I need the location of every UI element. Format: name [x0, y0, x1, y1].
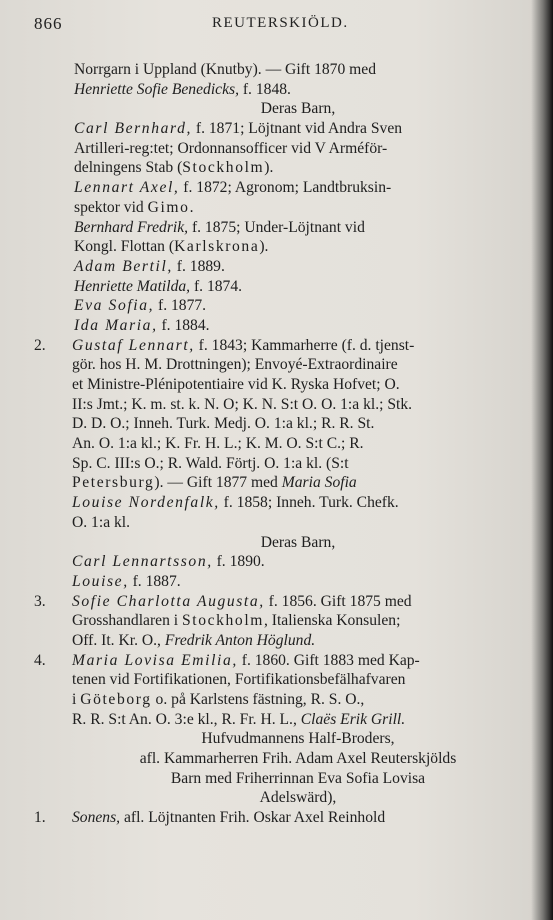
text-run: Artilleri-reg:tet; Ordonnansofficer vid V Arméför- — [74, 139, 388, 157]
text-run: afl. Kammarherren Frih. Adam Axel Reuterskjölds — [139, 750, 457, 768]
entry-number: 3. — [34, 592, 46, 610]
page-number: 866 — [34, 14, 63, 33]
text-run: Barn med Friherrinnan Eva Sofia Lovisa — [170, 769, 426, 787]
text-line — [34, 257, 522, 277]
text-line — [34, 631, 522, 651]
person-name: Louise, — [72, 572, 129, 590]
text-line — [34, 178, 522, 198]
person-name: Ida Maria, — [74, 316, 158, 334]
text-run: f. 1877. — [154, 297, 207, 315]
running-head: REUTERSKIÖLD. — [212, 15, 349, 31]
text-line — [34, 729, 522, 749]
text-run: f. 1843; Kammarherre (f. d. tjenst- — [194, 336, 415, 354]
text-run: Petersburg — [72, 474, 155, 492]
text-run: f. 1889. — [172, 257, 225, 275]
text-run: Karlskrona — [174, 238, 260, 256]
text-run: Stockholm — [182, 159, 265, 177]
text-line — [34, 572, 522, 592]
text-line — [34, 788, 522, 808]
text-run: tenen vid Fortifikationen, Fortifikationsbefälhafvaren — [72, 671, 406, 689]
genealogy-text-block — [34, 60, 522, 828]
text-run: Sp. C. III:s O.; R. Wald. Förtj. O. 1:a kl. (S:t — [72, 454, 349, 472]
text-line — [34, 454, 522, 474]
text-line — [34, 99, 522, 119]
person-name: Fredrik Anton Höglund. — [164, 631, 316, 649]
text-run: O. 1:a kl. — [72, 513, 131, 531]
text-run: Deras Barn, — [260, 100, 336, 118]
text-run: Off. It. Kr. O., — [72, 631, 165, 649]
text-run: o. på Karlstens fästning, R. S. O., — [151, 691, 365, 708]
text-line — [34, 119, 522, 139]
text-run: f. 1871; Löjtnant vid Andra Sven — [192, 120, 403, 138]
text-line — [34, 552, 522, 572]
text-run: f. 1856. Gift 1875 med — [264, 592, 412, 610]
text-line — [34, 218, 522, 238]
text-run: ). — [264, 159, 274, 177]
text-line — [34, 60, 522, 80]
text-run: f. 1887. — [128, 572, 181, 590]
text-run: Hufvudmannens Half-Broders, — [201, 730, 395, 748]
person-name: Bernhard Fredrik, — [74, 218, 189, 236]
person-name: Claës Erik Grill. — [300, 710, 406, 728]
text-run: ). — [259, 238, 269, 256]
text-run: spektor vid — [74, 198, 148, 216]
text-line — [34, 611, 522, 631]
person-name: Henriette Sofie Benedicks, — [74, 80, 239, 98]
text-line — [34, 80, 522, 100]
text-run: et Ministre-Plénipotentiaire vid K. Ryska Hofvet; O. — [72, 376, 400, 393]
text-run: f. 1874. — [190, 277, 243, 295]
text-run: An. O. 1:a kl.; K. Fr. H. L.; K. M. O. S:t C.; R. — [72, 435, 364, 453]
person-name: Henriette Matilda, — [74, 277, 191, 295]
person-name: Lennart Axel, — [74, 179, 180, 197]
text-run: Deras Barn, — [260, 533, 336, 551]
text-line — [34, 473, 522, 493]
person-name: Sonens, — [72, 809, 121, 827]
text-run: delningens Stab ( — [74, 159, 183, 177]
person-name: Maria Lovisa Emilia, — [72, 651, 238, 669]
text-run: Grosshandlaren i — [72, 612, 182, 630]
text-line — [34, 336, 522, 356]
text-run: ). — Gift 1877 med — [154, 474, 282, 492]
text-run: f. 1858; Inneh. Turk. Chefk. — [219, 494, 399, 512]
text-line — [34, 690, 522, 710]
text-run: f. 1875; Under-Löjtnant vid — [188, 218, 365, 236]
text-line — [34, 414, 522, 434]
person-name: Carl Lennartsson, — [72, 553, 213, 571]
person-name: Louise Nordenfalk, — [72, 494, 220, 512]
text-line — [34, 434, 522, 454]
book-spine-shadow — [531, 0, 553, 920]
text-line — [34, 710, 522, 730]
text-line — [34, 375, 522, 395]
text-run: gör. hos H. M. Drottningen); Envoyé-Extraordinaire — [72, 356, 398, 374]
person-name: Maria Sofia — [281, 474, 357, 492]
text-line — [34, 316, 522, 336]
text-line — [34, 808, 522, 828]
text-run: Göteborg — [80, 691, 152, 708]
text-run: R. R. S:t An. O. 3:e kl., R. Fr. H. L., — [72, 710, 301, 728]
text-line — [34, 769, 522, 789]
text-line — [34, 493, 522, 513]
text-line — [34, 749, 522, 769]
text-run: f. 1848. — [238, 80, 291, 98]
text-run: f. 1890. — [212, 553, 265, 571]
person-name: Eva Sofia, — [74, 297, 155, 315]
text-run: afl. Löjtnanten Frih. Oskar Axel Reinhold — [120, 809, 386, 827]
text-line — [34, 277, 522, 297]
text-run: f. 1872; Agronom; Landtbruksin- — [179, 179, 392, 197]
page-header — [34, 14, 514, 36]
text-line — [34, 198, 522, 218]
person-name: Sofie Charlotta Augusta, — [72, 592, 265, 610]
text-line — [34, 513, 522, 533]
text-line — [34, 533, 522, 553]
text-run: Adelswärd), — [259, 789, 337, 807]
text-run: f. 1860. Gift 1883 med Kap- — [237, 651, 420, 669]
text-line — [34, 355, 522, 375]
text-run: Norrgarn i Uppland (Knutby). — Gift 1870 med — [74, 61, 377, 78]
text-run: , Italienska Konsulen; — [263, 612, 401, 630]
text-line — [34, 670, 522, 690]
text-line — [34, 237, 522, 257]
person-name: Carl Bernhard, — [74, 120, 192, 138]
text-run: Kongl. Flottan ( — [74, 238, 175, 256]
text-line — [34, 296, 522, 316]
text-run: f. 1884. — [157, 316, 210, 334]
text-run: i — [72, 691, 81, 708]
text-line — [34, 592, 522, 612]
text-run: II:s Jmt.; K. m. st. k. N. O; K. N. S:t O. O. 1:a kl.; Stk. — [72, 395, 413, 413]
person-name: Adam Bertil, — [74, 257, 173, 275]
text-run: D. D. O.; Inneh. Turk. Medj. O. 1:a kl.; R. R. St. — [72, 415, 375, 433]
entry-number: 1. — [34, 809, 46, 827]
text-line — [34, 139, 522, 159]
text-run: Gimo — [147, 198, 190, 216]
text-line — [34, 158, 522, 178]
entry-number: 2. — [34, 336, 46, 354]
text-line — [34, 395, 522, 415]
text-run: . — [189, 198, 194, 216]
entry-number: 4. — [34, 651, 46, 669]
text-run: Stockholm — [182, 612, 264, 630]
person-name: Gustaf Lennart, — [72, 336, 195, 354]
text-line — [34, 651, 522, 671]
